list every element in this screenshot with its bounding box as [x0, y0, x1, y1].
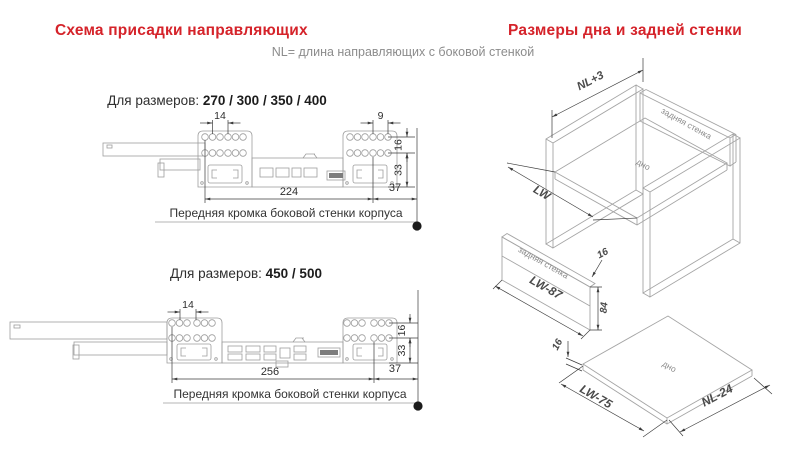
- reference-dot: [412, 221, 421, 230]
- dim-hole-rows-gap: 16: [395, 324, 408, 337]
- back-wall-label: задняя стенка: [516, 244, 571, 281]
- dim-back-wall-thickness: 16: [595, 246, 611, 262]
- dim-front-offset: 37: [388, 182, 402, 194]
- slide-body: [103, 131, 397, 187]
- dim-bottom-depth: NL-24: [699, 381, 736, 410]
- diagram1-drawing: [75, 110, 445, 242]
- dim-bottom-offset: 33: [395, 344, 408, 357]
- slide-body: [10, 318, 397, 367]
- assembly-bottom-label: дно: [634, 156, 653, 173]
- isometric-drawing: [480, 50, 800, 450]
- back-wall-part: [493, 234, 611, 340]
- front-edge-note: Передняя кромка боковой стенки корпуса: [169, 206, 403, 220]
- dim-width-lw: LW: [531, 183, 552, 203]
- dim-right-hole-pitch: 9: [377, 110, 384, 122]
- diagram2-caption: [61, 266, 431, 281]
- diagram1-note: [155, 206, 422, 231]
- left-section-title: Схема присадки направляющих: [55, 22, 308, 39]
- dim-bottom-width: LW-75: [577, 381, 615, 412]
- diagram1-caption-sizes: 270 / 300 / 350 / 400: [202, 93, 327, 108]
- nl-definition-note: NL= длина направляющих с боковой стенкой: [271, 45, 535, 59]
- assembly-back-wall-label: задняя стенка: [659, 105, 714, 142]
- dim-hole-rows-gap: 16: [392, 139, 405, 151]
- diagram2-note: [163, 387, 423, 411]
- dim-bottom-offset: 33: [392, 164, 405, 176]
- diagram2-caption-sizes: 450 / 500: [265, 266, 322, 281]
- dim-left-hole-pitch: 14: [214, 110, 226, 122]
- dim-front-offset: 37: [388, 363, 402, 375]
- dim-back-wall-width: LW-87: [527, 272, 565, 303]
- bottom-panel-part: [550, 316, 772, 437]
- right-section-title: Размеры дна и задней стенки: [508, 22, 742, 39]
- dim-hole-span: 224: [279, 186, 299, 198]
- dim-left-hole-pitch: 14: [182, 299, 194, 311]
- bottom-panel-label: дно: [660, 358, 679, 375]
- dim-bottom-thickness: 16: [550, 337, 566, 353]
- dim-depth-nl3: NL+3: [575, 69, 607, 94]
- reference-dot: [413, 401, 422, 410]
- diagram1-caption: [32, 93, 402, 108]
- front-edge-note: Передняя кромка боковой стенки корпуса: [173, 387, 407, 401]
- diagram2-caption-prefix: Для размеров:: [170, 266, 262, 281]
- diagram2-drawing: [0, 282, 445, 430]
- dim-hole-span: 256: [260, 366, 280, 378]
- dim-back-wall-height: 84: [598, 301, 611, 314]
- diagram1-caption-prefix: Для размеров:: [107, 93, 200, 108]
